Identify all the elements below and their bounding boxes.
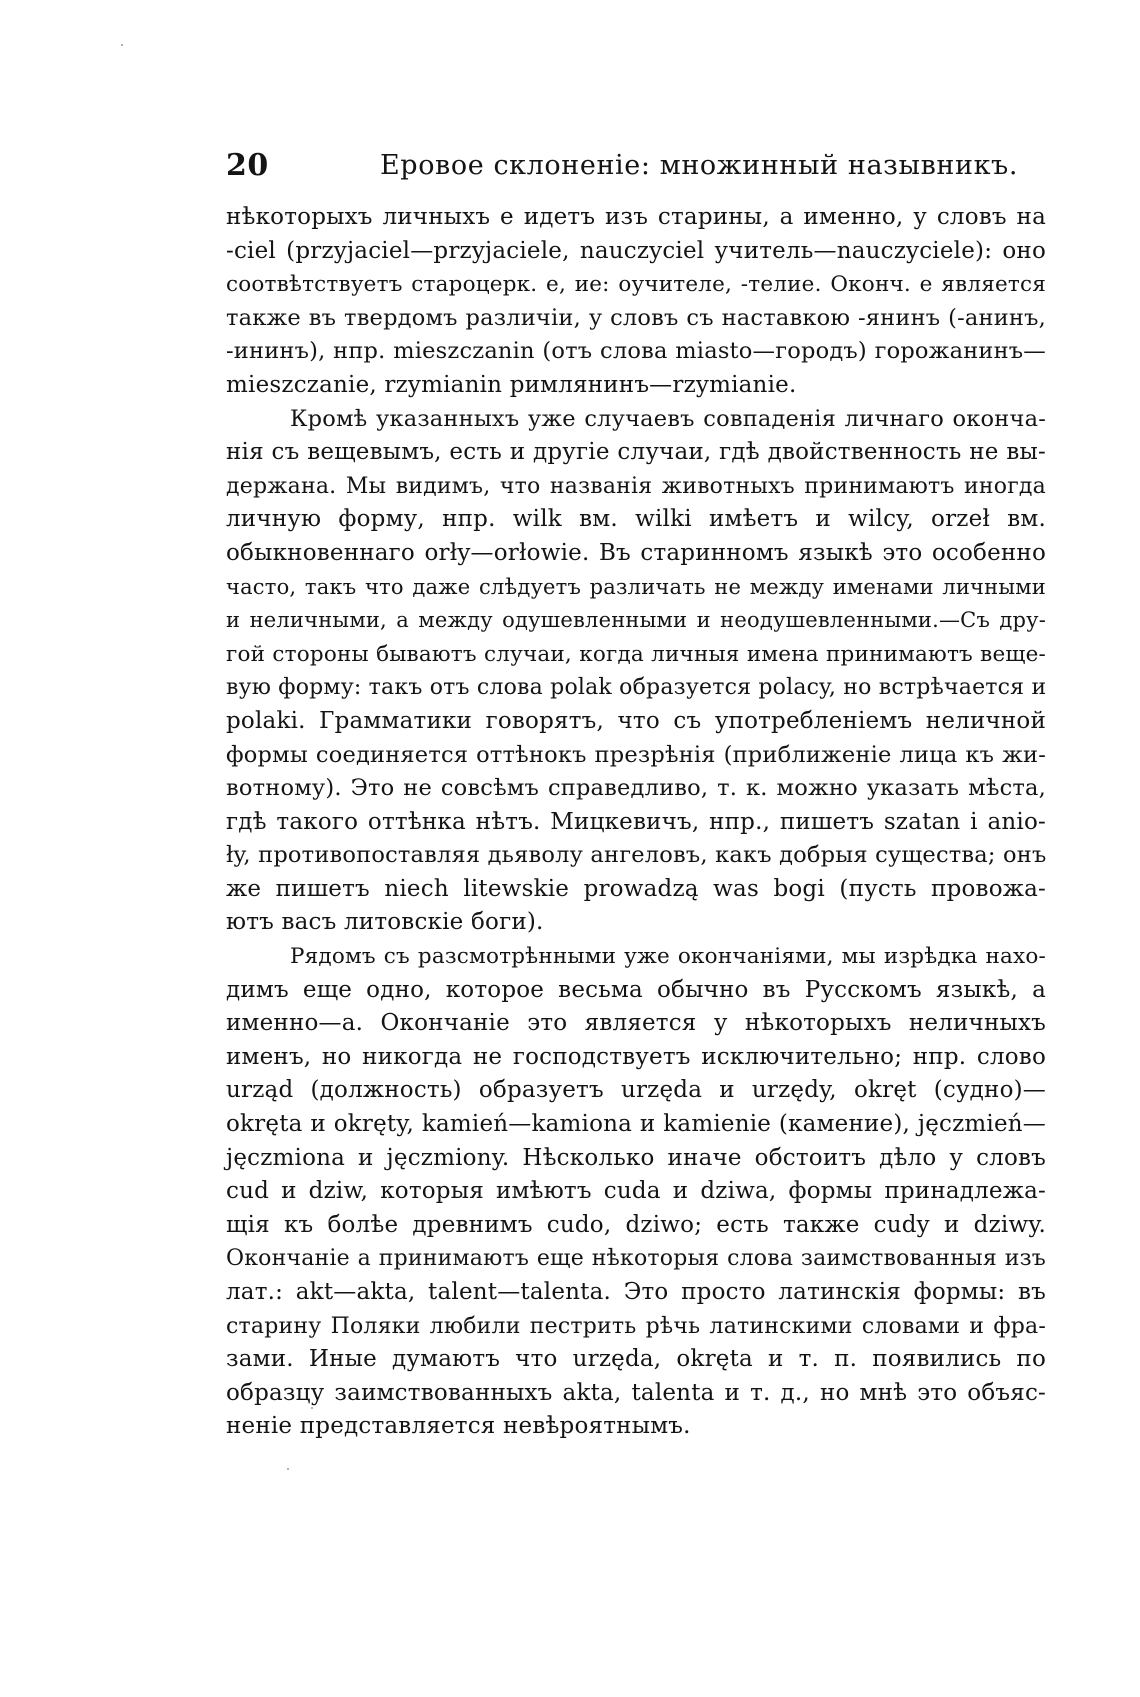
text-line: Кромѣ указанныхъ уже случаевъ совпаденія личнаго оконча- [290,405,1046,432]
text-line: гой стороны бываютъ случаи, когда личныя имена принимаютъ веще- [226,641,1046,667]
text-line: димъ еще одно, которое весьма обычно въ Русскомъ языкѣ, а [226,976,1046,1003]
text-line: неніе представляется невѣроятнымъ. [226,1413,691,1440]
text-line: гдѣ такого оттѣнка нѣтъ. Мицкевичъ, нпр., пишетъ szatan i anio- [226,808,1046,835]
text-line: личную форму, нпр. wilk вм. wilki имѣетъ и wilcy, orzeł вм. [226,506,1046,533]
text-line: лат.: akt—akta, talent—talenta. Это просто латинскія формы: въ [226,1279,1046,1305]
text-line: вотному). Это не совсѣмъ справедливо, т. к. можно указать мѣста, [226,775,1046,802]
text-line: формы соединяется оттѣнокъ презрѣнія (приближеніе лица къ жи- [226,741,1046,768]
text-line: cud и dziw, которыя имѣютъ cuda и dziwa, формы принадлежа- [226,1178,1046,1205]
text-line: okręta и okręty, kamień—kamiona и kamienie (камение), jęczmień— [226,1111,1046,1138]
text-line: -ининъ), нпр. mieszczanin (отъ слова miasto—городъ) горожанинъ— [226,338,1046,365]
body-text [226,201,1046,1444]
text-line: обыкновеннаго orły—orłowie. Въ старинномъ языкѣ это особенно [226,539,1046,566]
text-line: именъ, но никогда не господствуетъ исключительно; нпр. слово [226,1043,1046,1070]
text-line: ютъ васъ литовскіе боги). [226,909,544,936]
text-line: urząd (должность) образуетъ urzęda и urzędy, okręt (судно)— [226,1077,1046,1104]
text-line: часто, такъ что даже слѣдуетъ различать не между именами личными [226,574,1046,599]
paragraph-3 [226,940,1046,1444]
paragraph-1 [226,201,1046,403]
text-line: щія къ болѣе древнимъ cudo, dziwo; есть также cudy и dziwy. [226,1211,1046,1238]
scan-speck [121,44,123,46]
text-line: jęczmiona и jęczmiony. Нѣсколько иначе обстоитъ дѣло у словъ [226,1144,1046,1171]
scan-speck [287,1468,289,1470]
text-line: зами. Иные думаютъ что urzęda, okręta и т. п. появились по [226,1346,1046,1373]
text-line: polaki. Грамматики говорятъ, что съ употребленіемъ неличной [226,707,1046,734]
text-line: -ciel (przyjaciel—przyjaciele, nauczyciel учитель—nauczyciele): оно [226,237,1046,264]
running-title: Еровое склоненіе: множинный назывникъ. [380,150,1019,181]
text-line: ły, противопоставляя дьяволу ангеловъ, какъ добрыя существа; онъ [226,842,1047,869]
text-line: держана. Мы видимъ, что названія животныхъ принимаютъ иногда [226,473,1046,499]
text-line: образцу заимствованныхъ akta, talenta и т. д., но мнѣ это объяс- [226,1379,1046,1406]
text-line: старину Поляки любили пестрить рѣчь латинскими словами и фра- [226,1313,1046,1339]
text-line: нѣкоторыхъ личныхъ e идетъ изъ старины, а именно, у словъ на [226,204,1046,230]
text-line: Окончаніе a принимаютъ еще нѣкоторыя слова заимствованныя изъ [226,1246,1046,1272]
text-line: Рядомъ съ разсмотрѣнными уже окончаніями, мы изрѣдка нахо- [290,944,1046,970]
text-line: же пишетъ niech litewskie prowadzą was bogi (пусть провожа- [226,875,1046,902]
paragraph-2 [226,403,1046,941]
text-line: именно—a. Окончаніе это является у нѣкоторыхъ неличныхъ [226,1010,1046,1037]
text-line: вую форму: такъ отъ слова polak образуется polacy, но встрѣчается и [226,675,1047,701]
text-line: нія съ вещевымъ, есть и другіе случаи, гдѣ двойственность не вы- [226,439,1046,466]
text-line: и неличными, а между одушевленными и неодушевленными.—Съ дру- [226,608,1046,633]
text-line: mieszczanie, rzymianin римлянинъ—rzymianie. [226,371,797,398]
text-line: соотвѣтствуетъ староцерк. е, ие: оучителе, -телие. Оконч. e является [226,272,1046,298]
text-line: также въ твердомъ различіи, у словъ съ наставкою -янинъ (-анинъ, [226,304,1046,331]
page-number: 20 [226,148,269,183]
page-header [226,146,1046,186]
